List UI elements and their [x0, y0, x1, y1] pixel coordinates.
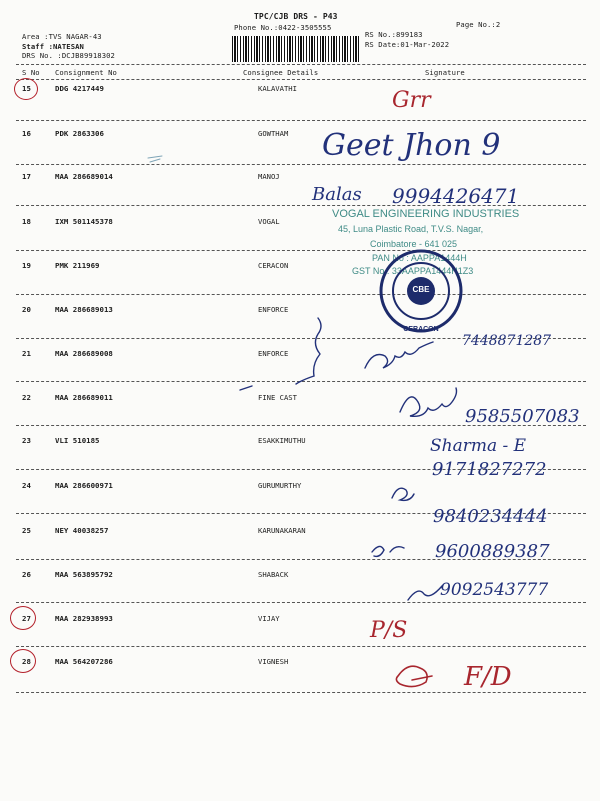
row-consignee: ENFORCE: [258, 305, 289, 314]
row-consignee: MANOJ: [258, 172, 280, 181]
handwritten-signature: Grr: [392, 88, 431, 113]
row-consignee: SHABACK: [258, 570, 289, 579]
handwritten-remark: F/D: [464, 662, 512, 692]
col-consignee: Consignee Details: [243, 68, 319, 77]
handwritten-phone: 9171827272: [432, 459, 547, 480]
handwritten-name: Sharma - E: [430, 436, 527, 456]
row-consignee: CERACON: [258, 261, 289, 270]
handwritten-phone: 7448871287: [462, 333, 552, 349]
seal-center: CBE: [412, 285, 430, 294]
handwritten-phone: 9600889387: [435, 541, 550, 562]
row-consignee: VIGNESH: [258, 657, 289, 666]
stamp-address: 45, Luna Plastic Road, T.V.S. Nagar,: [338, 224, 484, 234]
handwritten-phone: 9840234444: [433, 506, 548, 527]
page-number: Page No.:2: [456, 20, 501, 29]
col-sno: S No: [22, 68, 40, 77]
row-sno: 24: [22, 481, 31, 490]
row-sno: 15: [22, 84, 31, 93]
row-consignment: MAA 286689011: [55, 393, 113, 402]
row-sno: 20: [22, 305, 31, 314]
row-consignment: MAA 286600971: [55, 481, 113, 490]
row-sno: 28: [22, 657, 31, 666]
row-sno: 19: [22, 261, 31, 270]
handwritten-phone: 9585507083: [465, 406, 580, 427]
row-consignment: MAA 282938993: [55, 614, 113, 623]
row-sno: 25: [22, 526, 31, 535]
row-sno: 22: [22, 393, 31, 402]
row-consignment: VLI 510185: [55, 436, 100, 445]
stamp-company: VOGAL ENGINEERING INDUSTRIES: [332, 208, 520, 220]
drs-number: DRS No. :DCJB89918302: [22, 51, 115, 60]
phone-number: Phone No.:0422-3505555: [234, 23, 332, 32]
row-consignment: PDK 2863306: [55, 129, 104, 138]
stamp-city: Coimbatore - 641 025: [370, 239, 458, 249]
staff: Staff :NATESAN: [22, 42, 84, 51]
row-sno: 26: [22, 570, 31, 579]
row-sno: 18: [22, 217, 31, 226]
row-consignee: VOGAL: [258, 217, 280, 226]
row-consignee: KARUNAKARAN: [258, 526, 306, 535]
row-consignment: MAA 286689014: [55, 172, 113, 181]
row-consignment: DDG 4217449: [55, 84, 104, 93]
row-consignee: ENFORCE: [258, 349, 289, 358]
row-consignment: MAA 563895792: [55, 570, 113, 579]
handwritten-phone: 9994426471: [392, 184, 520, 208]
handwritten-signature: Balas: [312, 184, 362, 205]
row-sno: 21: [22, 349, 31, 358]
row-consignee: GOWTHAM: [258, 129, 289, 138]
row-sno: 17: [22, 172, 31, 181]
handwritten-remark: P/S: [370, 618, 408, 643]
row-consignee: VIJAY: [258, 614, 280, 623]
row-consignment: NEY 40038257: [55, 526, 109, 535]
row-consignment: MAA 286689008: [55, 349, 113, 358]
col-signature: Signature: [425, 68, 465, 77]
stamp-pan: PAN No : AAPPA1444H: [372, 253, 467, 263]
row-consignment: IXM 501145378: [55, 217, 113, 226]
rs-date: RS Date:01-Mar-2022: [365, 40, 450, 49]
col-consignment: Consignment No: [55, 68, 117, 77]
sheet-title: TPC/CJB DRS - P43: [254, 12, 338, 21]
rs-number: RS No.:899183: [365, 30, 423, 39]
row-consignee: GURUMURTHY: [258, 481, 302, 490]
row-consignee: FINE CAST: [258, 393, 297, 402]
row-sno: 27: [22, 614, 31, 623]
row-consignment: PMK 211969: [55, 261, 100, 270]
stamp-gst: GST No : 33AAPPA1444H1Z3: [352, 266, 474, 276]
row-consignment: MAA 286689013: [55, 305, 113, 314]
row-sno: 23: [22, 436, 31, 445]
row-consignment: MAA 564207286: [55, 657, 113, 666]
seal-text: CERACON: [403, 326, 439, 333]
handwritten-phone: 9092543777: [440, 580, 549, 600]
handwritten-signature: Geet Jhon 9: [322, 128, 501, 163]
row-consignee: ESAKKIMUTHU: [258, 436, 306, 445]
area: Area :TVS NAGAR-43: [22, 32, 102, 41]
row-consignee: KALAVATHI: [258, 84, 297, 93]
row-sno: 16: [22, 129, 31, 138]
